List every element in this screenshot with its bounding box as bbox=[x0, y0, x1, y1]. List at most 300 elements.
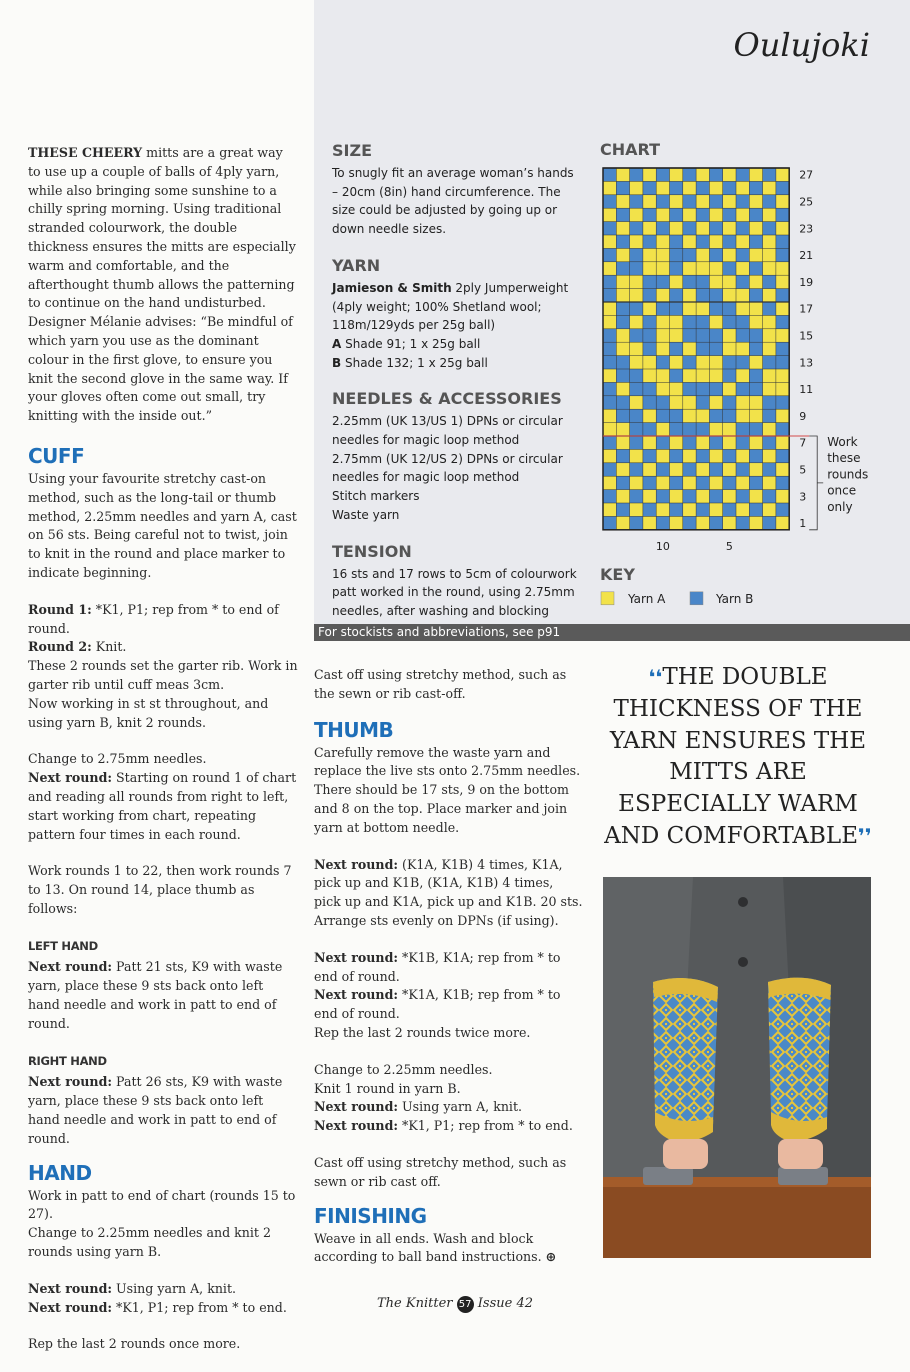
chart-cell-yarn-a bbox=[709, 423, 722, 436]
chart-cell-yarn-a bbox=[776, 516, 789, 529]
hand-heading: HAND bbox=[28, 1160, 92, 1185]
chart-cell-yarn-a bbox=[616, 275, 629, 288]
thumb-rep: Rep the last 2 rounds twice more. bbox=[314, 1024, 531, 1040]
chart-cell-yarn-a bbox=[723, 463, 736, 476]
yarn-brand: Jamieson & Smith bbox=[332, 280, 452, 295]
chart-cell-yarn-a bbox=[696, 302, 709, 315]
chart-cell-yarn-a bbox=[709, 503, 722, 516]
chart-cell-yarn-a bbox=[670, 436, 683, 449]
yarn-heading: YARN bbox=[332, 255, 381, 275]
chart-cell-yarn-a bbox=[683, 262, 696, 275]
yarn-a-shade: Shade 91; 1 x 25g ball bbox=[341, 336, 481, 351]
needles-item: 2.25mm (UK 13/US 1) DPNs or circular needles for magic loop method bbox=[332, 414, 563, 448]
chart-cell-yarn-a bbox=[643, 463, 656, 476]
chart-cell-yarn-a bbox=[643, 248, 656, 261]
chart-cell-yarn-a bbox=[749, 396, 762, 409]
chart-note-line: only bbox=[827, 499, 853, 514]
chart-row-label: 25 bbox=[799, 195, 814, 209]
chart-cell-yarn-a bbox=[709, 396, 722, 409]
chart-cell-yarn-a bbox=[776, 262, 789, 275]
needles-heading: NEEDLES & ACCESSORIES bbox=[332, 389, 562, 409]
chart-cell-yarn-a bbox=[763, 262, 776, 275]
chart-cell-yarn-a bbox=[709, 235, 722, 248]
chart-cell-yarn-a bbox=[696, 262, 709, 275]
cuff-round-1 bbox=[28, 601, 298, 639]
round-text: Starting on round 1 of chart and reading all rounds from right to left, start working from chart, repeating pattern four times in each round. bbox=[28, 770, 297, 842]
chart-cell-yarn-a bbox=[656, 315, 669, 328]
chart-cell-yarn-a bbox=[616, 342, 629, 355]
chart-cell-yarn-a bbox=[616, 195, 629, 208]
chart-cell-yarn-a bbox=[723, 436, 736, 449]
chart-cell-yarn-a bbox=[656, 262, 669, 275]
chart-cell-yarn-a bbox=[603, 423, 616, 436]
quote-text: THE DOUBLE THICKNESS OF THE YARN ENSURES THE MITTS ARE ESPECIALLY WARM AND COMFORTABLE bbox=[604, 664, 867, 849]
thumb-next-4 bbox=[314, 1098, 584, 1117]
chart-cell-yarn-a bbox=[776, 222, 789, 235]
chart-row-label: 5 bbox=[799, 463, 807, 477]
chart-row-label: 9 bbox=[799, 409, 807, 423]
chart-cell-yarn-a bbox=[630, 342, 643, 355]
cuff-round-2 bbox=[28, 638, 298, 657]
page-title: Oulujoki bbox=[733, 26, 870, 64]
chart-cell-yarn-a bbox=[763, 248, 776, 261]
chart-cell-yarn-a bbox=[670, 516, 683, 529]
chart-note-line: these bbox=[827, 451, 861, 466]
issue-number: Issue 42 bbox=[477, 1296, 533, 1311]
chart-cell-yarn-a bbox=[723, 423, 736, 436]
chart-cell-yarn-a bbox=[603, 262, 616, 275]
chart-cell-yarn-a bbox=[630, 289, 643, 302]
chart-cell-yarn-a bbox=[603, 235, 616, 248]
chart-cell-yarn-a bbox=[603, 503, 616, 516]
chart-cell-yarn-a bbox=[643, 409, 656, 422]
chart-cell-yarn-a bbox=[723, 248, 736, 261]
thumb-next-2 bbox=[314, 949, 584, 987]
chart-cell-yarn-a bbox=[630, 181, 643, 194]
chart-cell-yarn-a bbox=[616, 168, 629, 181]
chart-cell-yarn-a bbox=[603, 302, 616, 315]
round-text: *K1A, K1B; rep from * to end of round. bbox=[314, 987, 561, 1022]
chart-cell-yarn-a bbox=[763, 181, 776, 194]
chart-cell-yarn-a bbox=[763, 476, 776, 489]
chart-cell-yarn-a bbox=[683, 409, 696, 422]
col2-cast-off: Cast off using stretchy method, such as the sewn or rib cast-off. bbox=[314, 667, 567, 701]
tension-heading: TENSION bbox=[332, 541, 412, 561]
chart-cell-yarn-a bbox=[616, 248, 629, 261]
chart-cell-yarn-a bbox=[749, 356, 762, 369]
chart-cell-yarn-a bbox=[763, 423, 776, 436]
chart-cell-yarn-a bbox=[670, 382, 683, 395]
chart-cell-yarn-a bbox=[776, 382, 789, 395]
cuff-next-round bbox=[28, 769, 298, 844]
chart-cell-yarn-a bbox=[723, 222, 736, 235]
chart-cell-yarn-a bbox=[656, 235, 669, 248]
round-label: Next round: bbox=[314, 1118, 399, 1134]
chart-cell-yarn-a bbox=[643, 168, 656, 181]
chart-cell-yarn-a bbox=[683, 235, 696, 248]
chart-cell-yarn-a bbox=[683, 449, 696, 462]
chart-cell-yarn-a bbox=[763, 315, 776, 328]
instructions-column-1 bbox=[28, 144, 298, 1372]
intro-text: mitts are a great way to use up a couple of balls of 4ply yarn, while also bringing some sunshine to a chilly spring morning. Using traditional stranded colourwork, the double thickness ensures the mitts are especially warm and comfortable, and the afterthought thumb allows the patterning to continue on the hand undisturbed. Designer Mélanie advises: “Be mindful of which yarn you use as the dominant colour in the first glove, to ensure you knit the second glove in the same way. If your gloves often come out small, try knitting with the inside out.” bbox=[28, 145, 296, 424]
tension-block bbox=[332, 541, 582, 621]
key-heading: KEY bbox=[600, 564, 635, 584]
chart-cell-yarn-a bbox=[736, 289, 749, 302]
chart-cell-yarn-a bbox=[670, 168, 683, 181]
chart-cell-yarn-a bbox=[616, 516, 629, 529]
chart-cell-yarn-a bbox=[709, 369, 722, 382]
magazine-name: The Knitter bbox=[377, 1296, 453, 1311]
thumb-p1: Carefully remove the waste yarn and replace the live sts onto 2.75mm needles. There should be 17 sts, 9 on the bottom and 8 on the top. Place marker and join yarn at bottom needle. bbox=[314, 744, 581, 835]
chart-cell-yarn-a bbox=[723, 168, 736, 181]
tension-text: 16 sts and 17 rows to 5cm of colourwork patt worked in the round, using 2.75mm needles, after washing and blocking bbox=[332, 566, 577, 618]
chart-cell-yarn-a bbox=[776, 490, 789, 503]
chart-cell-yarn-a bbox=[736, 235, 749, 248]
chart-cell-yarn-a bbox=[749, 168, 762, 181]
round-label: Next round: bbox=[28, 1074, 113, 1090]
chart-row-label: 21 bbox=[799, 249, 814, 263]
finishing-body: Weave in all ends. Wash and block according to ball band instructions. bbox=[314, 1230, 542, 1265]
page-number: 57 bbox=[458, 1299, 472, 1310]
key-swatch-yarn-a bbox=[601, 592, 614, 605]
chart-cell-yarn-a bbox=[656, 289, 669, 302]
chart-cell-yarn-a bbox=[696, 436, 709, 449]
chart-cell-yarn-a bbox=[683, 208, 696, 221]
chart-cell-yarn-a bbox=[763, 503, 776, 516]
chart-cell-yarn-a bbox=[709, 181, 722, 194]
chart-cell-yarn-a bbox=[709, 262, 722, 275]
key-swatch-yarn-b bbox=[690, 592, 703, 605]
chart-cell-yarn-a bbox=[603, 369, 616, 382]
size-block bbox=[332, 140, 582, 239]
chart-row-label: 27 bbox=[799, 168, 814, 182]
yarn-desc: 2ply Jumperweight (4ply weight; 100% Shetland wool; 118m/129yds per 25g ball) bbox=[332, 280, 569, 333]
chart-cell-yarn-a bbox=[749, 302, 762, 315]
chart-cell-yarn-a bbox=[736, 342, 749, 355]
round-label: Round 2: bbox=[28, 639, 92, 655]
chart-cell-yarn-a bbox=[643, 516, 656, 529]
intro-paragraph bbox=[28, 144, 298, 426]
chart-cell-yarn-a bbox=[763, 369, 776, 382]
chart-cell-yarn-a bbox=[683, 181, 696, 194]
chart-cell-yarn-a bbox=[723, 329, 736, 342]
chart-cell-yarn-a bbox=[643, 490, 656, 503]
chart-cell-yarn-a bbox=[749, 516, 762, 529]
cuff-change-needles: Change to 2.75mm needles. bbox=[28, 751, 207, 767]
chart-row-label: 15 bbox=[799, 329, 814, 343]
chart-cell-yarn-a bbox=[776, 168, 789, 181]
round-text: *K1, P1; rep from * to end. bbox=[398, 1118, 573, 1134]
chart-cell-yarn-a bbox=[683, 289, 696, 302]
size-heading: SIZE bbox=[332, 141, 373, 160]
chart-cell-yarn-a bbox=[683, 342, 696, 355]
quote-close-icon: ❜❜ bbox=[858, 823, 872, 848]
chart-cell-yarn-a bbox=[616, 382, 629, 395]
chart-cell-yarn-a bbox=[643, 195, 656, 208]
yarn-a-label: A bbox=[332, 336, 342, 351]
chart-row-label: 23 bbox=[799, 222, 814, 236]
chart-cell-yarn-a bbox=[616, 490, 629, 503]
chart-cell-yarn-a bbox=[630, 275, 643, 288]
mitts-photo bbox=[603, 877, 871, 1258]
cuff-st-st: Now working in st st throughout, and using yarn B, knit 2 rounds. bbox=[28, 695, 269, 730]
chart-row-label: 11 bbox=[799, 383, 814, 397]
chart-cell-yarn-a bbox=[643, 262, 656, 275]
chart-cell-yarn-a bbox=[630, 503, 643, 516]
chart-cell-yarn-a bbox=[776, 409, 789, 422]
chart-cell-yarn-a bbox=[670, 329, 683, 342]
chart-cell-yarn-a bbox=[643, 369, 656, 382]
chart-cell-yarn-a bbox=[656, 248, 669, 261]
left-hand-subheading: LEFT HAND bbox=[28, 938, 98, 953]
chart-cell-yarn-a bbox=[603, 476, 616, 489]
chart-cell-yarn-a bbox=[749, 490, 762, 503]
chart-cell-yarn-a bbox=[723, 382, 736, 395]
chart-cell-yarn-a bbox=[723, 195, 736, 208]
key-label-yarn-b: Yarn B bbox=[716, 591, 754, 606]
chart-cell-yarn-a bbox=[603, 208, 616, 221]
chart-cell-yarn-a bbox=[656, 382, 669, 395]
round-text: Patt 26 sts, K9 with waste yarn, place these 9 sts back onto left hand needle and work in patt to end of round. bbox=[28, 1074, 283, 1146]
round-text: Using yarn A, knit. bbox=[112, 1280, 237, 1296]
thumb-next-5 bbox=[314, 1117, 584, 1136]
finishing-text bbox=[314, 1230, 584, 1268]
round-label: Next round: bbox=[314, 856, 399, 872]
chart-cell-yarn-a bbox=[696, 516, 709, 529]
chart-cell-yarn-a bbox=[736, 181, 749, 194]
chart-cell-yarn-a bbox=[683, 503, 696, 516]
cuff-cast-on: Using your favourite stretchy cast-on method, such as the long-tail or thumb method, 2.25mm needles and yarn A, cast on 56 sts. Being careful not to twist, join to knit in the round and place marker to indicate beginning. bbox=[28, 470, 297, 580]
chart-cell-yarn-a bbox=[763, 289, 776, 302]
round-label: Next round: bbox=[314, 1099, 399, 1115]
chart-cell-yarn-a bbox=[696, 490, 709, 503]
page-number-badge bbox=[457, 1296, 474, 1313]
chart-row-label: 7 bbox=[799, 436, 807, 450]
thumb-knit: Knit 1 round in yarn B. bbox=[314, 1080, 461, 1096]
round-label: Next round: bbox=[28, 1280, 113, 1296]
round-label: Round 1: bbox=[28, 601, 92, 617]
chart-cell-yarn-a bbox=[696, 222, 709, 235]
chart-cell-yarn-a bbox=[670, 490, 683, 503]
round-text: Using yarn A, knit. bbox=[398, 1099, 523, 1115]
chart-cell-yarn-a bbox=[736, 476, 749, 489]
chart-cell-yarn-a bbox=[736, 449, 749, 462]
chart-cell-yarn-a bbox=[736, 409, 749, 422]
thumb-next-1 bbox=[314, 856, 584, 931]
chart-cell-yarn-a bbox=[630, 449, 643, 462]
chart-row-label: 17 bbox=[799, 302, 814, 316]
chart-cell-yarn-a bbox=[776, 275, 789, 288]
chart-col-label: 5 bbox=[725, 539, 733, 553]
chart-cell-yarn-a bbox=[749, 275, 762, 288]
chart-cell-yarn-a bbox=[643, 302, 656, 315]
chart-cell-yarn-a bbox=[616, 463, 629, 476]
chart-cell-yarn-a bbox=[616, 289, 629, 302]
chart-cell-yarn-a bbox=[736, 369, 749, 382]
pattern-specs bbox=[332, 140, 582, 637]
yarn-text bbox=[332, 279, 582, 335]
colourwork-chart bbox=[600, 165, 900, 615]
round-text: Patt 21 sts, K9 with waste yarn, place these 9 sts back onto left hand needle and work in patt to end of round. bbox=[28, 959, 283, 1031]
chart-cell-yarn-a bbox=[630, 356, 643, 369]
chart-cell-yarn-a bbox=[683, 369, 696, 382]
chart-cell-yarn-a bbox=[656, 329, 669, 342]
cuff-work-rounds: Work rounds 1 to 22, then work rounds 7 to 13. On round 14, place thumb as follows: bbox=[28, 863, 292, 916]
chart-cell-yarn-a bbox=[709, 356, 722, 369]
chart-cell-yarn-a bbox=[776, 195, 789, 208]
chart-cell-yarn-a bbox=[670, 195, 683, 208]
chart-row-label: 1 bbox=[799, 517, 807, 531]
mitts-illustration bbox=[603, 877, 871, 1258]
chart-cell-yarn-a bbox=[736, 396, 749, 409]
thumb-cast-off: Cast off using stretchy method, such as sewn or rib cast off. bbox=[314, 1154, 567, 1189]
chart-cell-yarn-a bbox=[656, 342, 669, 355]
needles-block bbox=[332, 388, 582, 524]
chart-cell-yarn-a bbox=[670, 356, 683, 369]
chart-cell-yarn-a bbox=[749, 195, 762, 208]
chart-cell-yarn-a bbox=[603, 409, 616, 422]
chart-cell-yarn-a bbox=[776, 436, 789, 449]
yarn-a bbox=[332, 335, 582, 354]
chart-cell-yarn-a bbox=[749, 315, 762, 328]
chart-cell-yarn-a bbox=[723, 289, 736, 302]
finishing-heading: FINISHING bbox=[314, 1203, 427, 1228]
chart-cell-yarn-a bbox=[683, 396, 696, 409]
chart-cell-yarn-a bbox=[643, 436, 656, 449]
chart-row-label: 19 bbox=[799, 275, 814, 289]
chart-cell-yarn-a bbox=[656, 503, 669, 516]
right-hand-subheading: RIGHT HAND bbox=[28, 1053, 107, 1068]
chart-row-label: 3 bbox=[799, 490, 807, 504]
chart-cell-yarn-a bbox=[736, 262, 749, 275]
chart-cell-yarn-a bbox=[763, 208, 776, 221]
needles-item: Waste yarn bbox=[332, 507, 400, 522]
chart-cell-yarn-a bbox=[656, 208, 669, 221]
chart-cell-yarn-a bbox=[616, 222, 629, 235]
round-label: Next round: bbox=[314, 987, 399, 1003]
chart-note-line: Work bbox=[827, 435, 858, 449]
hand-p2: Change to 2.25mm needles and knit 2 rounds using yarn B. bbox=[28, 1225, 272, 1260]
chart-cell-yarn-a bbox=[656, 423, 669, 436]
chart-col-label: 10 bbox=[655, 539, 670, 553]
size-text: To snugly fit an average woman’s hands – 20cm (8in) hand circumference. The size could be adjusted by going up or down needle sizes. bbox=[332, 166, 574, 237]
chart-cell-yarn-a bbox=[749, 463, 762, 476]
chart-cell-yarn-a bbox=[763, 329, 776, 342]
chart-cell-yarn-a bbox=[670, 315, 683, 328]
chart-cell-yarn-a bbox=[616, 423, 629, 436]
cuff-garter-rib: These 2 rounds set the garter rib. Work in garter rib until cuff meas 3cm. bbox=[28, 658, 298, 692]
end-mark-icon: ⊕ bbox=[545, 1249, 557, 1265]
chart-cell-yarn-a bbox=[656, 449, 669, 462]
yarn-b-shade: Shade 132; 1 x 25g ball bbox=[341, 355, 488, 370]
chart-note-line: rounds bbox=[827, 467, 869, 482]
stockists-bar: For stockists and abbreviations, see p91 bbox=[314, 624, 910, 641]
repeat-bracket bbox=[809, 436, 823, 530]
round-text: *K1B, K1A; rep from * to end of round. bbox=[314, 949, 561, 984]
chart-cell-yarn-a bbox=[683, 302, 696, 315]
chart-cell-yarn-a bbox=[749, 436, 762, 449]
needles-item: Stitch markers bbox=[332, 489, 420, 504]
round-text: *K1, P1; rep from * to end of round. bbox=[28, 601, 279, 636]
round-label: Next round: bbox=[28, 959, 113, 975]
yarn-b bbox=[332, 354, 582, 373]
chart-cell-yarn-a bbox=[696, 168, 709, 181]
chart-cell-yarn-a bbox=[683, 476, 696, 489]
round-label: Next round: bbox=[28, 1299, 113, 1315]
chart-cell-yarn-a bbox=[763, 235, 776, 248]
round-label: Next round: bbox=[314, 949, 399, 965]
round-text: (K1A, K1B) 4 times, K1A, pick up and K1B, (K1A, K1B) 4 times, pick up and K1A, pick up and K1B. 20 sts. Arrange sts evenly on DPNs (if using). bbox=[314, 856, 583, 928]
chart-cell-yarn-a bbox=[656, 476, 669, 489]
chart-cell-yarn-a bbox=[696, 195, 709, 208]
chart-row-label: 13 bbox=[799, 356, 814, 370]
chart-cell-yarn-a bbox=[696, 463, 709, 476]
page-footer bbox=[0, 1296, 910, 1313]
chart-cell-yarn-a bbox=[736, 503, 749, 516]
hand-p3: Rep the last 2 rounds once more. bbox=[28, 1336, 241, 1352]
chart-cell-yarn-a bbox=[630, 235, 643, 248]
chart-cell-yarn-a bbox=[763, 382, 776, 395]
chart-cell-yarn-a bbox=[776, 329, 789, 342]
chart-cell-yarn-a bbox=[749, 409, 762, 422]
cuff-heading: CUFF bbox=[28, 443, 85, 468]
chart-heading: CHART bbox=[600, 140, 661, 159]
chart-cell-yarn-a bbox=[776, 302, 789, 315]
round-text: *K1, P1; rep from * to end. bbox=[112, 1299, 287, 1315]
chart-cell-yarn-a bbox=[763, 342, 776, 355]
chart-cell-yarn-a bbox=[643, 356, 656, 369]
chart-cell-yarn-a bbox=[696, 356, 709, 369]
chart-cell-yarn-a bbox=[616, 329, 629, 342]
chart-cell-yarn-a bbox=[656, 181, 669, 194]
chart-cell-yarn-a bbox=[749, 248, 762, 261]
chart-note-line: once bbox=[827, 483, 857, 498]
left-hand-instruction bbox=[28, 958, 298, 1033]
right-hand-instruction bbox=[28, 1073, 298, 1148]
chart-cell-yarn-a bbox=[723, 275, 736, 288]
chart-cell-yarn-a bbox=[603, 449, 616, 462]
chart-cell-yarn-a bbox=[709, 208, 722, 221]
chart-cell-yarn-a bbox=[709, 476, 722, 489]
chart-cell-yarn-a bbox=[776, 463, 789, 476]
pull-quote bbox=[598, 662, 878, 853]
chart-cell-yarn-a bbox=[736, 302, 749, 315]
needles-item: 2.75mm (UK 12/US 2) DPNs or circular needles for magic loop method bbox=[332, 451, 563, 485]
quote-open-icon: ❛❛ bbox=[648, 665, 663, 689]
key-label-yarn-a: Yarn A bbox=[628, 591, 666, 606]
round-label: Next round: bbox=[28, 770, 113, 786]
chart-cell-yarn-a bbox=[643, 222, 656, 235]
round-text: Knit. bbox=[91, 639, 127, 655]
chart-cell-yarn-a bbox=[709, 275, 722, 288]
chart-cell-yarn-a bbox=[696, 369, 709, 382]
chart-cell-yarn-a bbox=[709, 449, 722, 462]
hand-p1: Work in patt to end of chart (rounds 15 to 27). bbox=[28, 1187, 296, 1222]
chart-cell-yarn-a bbox=[603, 315, 616, 328]
chart-cell-yarn-a bbox=[749, 222, 762, 235]
chart-cell-yarn-a bbox=[723, 516, 736, 529]
chart-cell-yarn-a bbox=[670, 222, 683, 235]
chart-cell-yarn-a bbox=[630, 208, 643, 221]
chart-cell-yarn-a bbox=[723, 342, 736, 355]
chart-cell-yarn-a bbox=[696, 409, 709, 422]
yarn-block bbox=[332, 255, 582, 373]
chart-cell-yarn-a bbox=[603, 181, 616, 194]
chart-cell-yarn-a bbox=[630, 476, 643, 489]
instructions-column-2 bbox=[314, 666, 584, 1285]
chart-cell-yarn-a bbox=[670, 275, 683, 288]
chart-cell-yarn-a bbox=[736, 208, 749, 221]
